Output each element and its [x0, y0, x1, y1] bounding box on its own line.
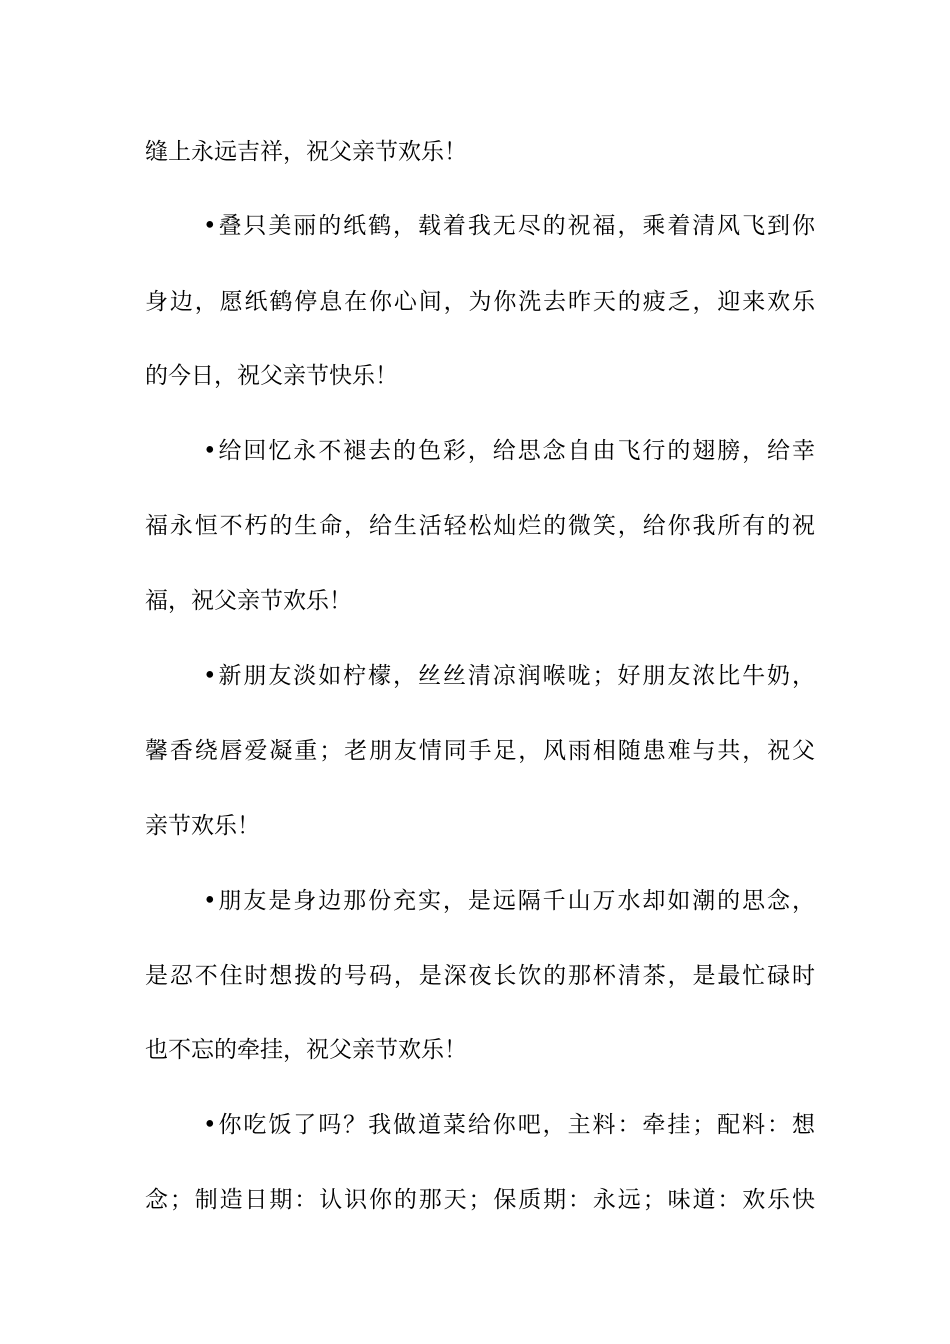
- bullet-paragraph-start: •你吃饭了吗？我做道菜给你吧，主料：牵挂；配料：想: [203, 1112, 815, 1138]
- text-line: 福，祝父亲节欢乐！: [145, 588, 352, 614]
- bullet-paragraph-start: •朋友是身边那份充实，是远隔千山万水却如潮的思念，: [203, 888, 815, 914]
- text-line: 是忍不住时想拨的号码，是深夜长饮的那杯清茶，是最忙碌时: [145, 963, 815, 989]
- text-line: 馨香绕唇爱凝重；老朋友情同手足，风雨相随患难与共，祝父: [145, 738, 815, 764]
- bullet-paragraph-start: •叠只美丽的纸鹤，载着我无尽的祝福，乘着清风飞到你: [203, 213, 815, 239]
- text-line: 也不忘的牵挂，祝父亲节欢乐！: [145, 1037, 467, 1063]
- text-line: 亲节欢乐！: [145, 813, 260, 839]
- text-line: 缝上永远吉祥，祝父亲节欢乐！: [145, 139, 467, 165]
- bullet-paragraph-start: •给回忆永不褪去的色彩，给思念自由飞行的翅膀，给幸: [203, 438, 815, 464]
- text-line: 念；制造日期：认识你的那天；保质期：永远；味道：欢乐快: [145, 1187, 815, 1213]
- text-line: 福永恒不朽的生命，给生活轻松灿烂的微笑，给你我所有的祝: [145, 513, 815, 539]
- text-line: 身边，愿纸鹤停息在你心间，为你洗去昨天的疲乏，迎来欢乐: [145, 289, 815, 315]
- text-line: 的今日，祝父亲节快乐！: [145, 363, 398, 389]
- bullet-paragraph-start: •新朋友淡如柠檬，丝丝清凉润喉咙；好朋友浓比牛奶，: [203, 663, 815, 689]
